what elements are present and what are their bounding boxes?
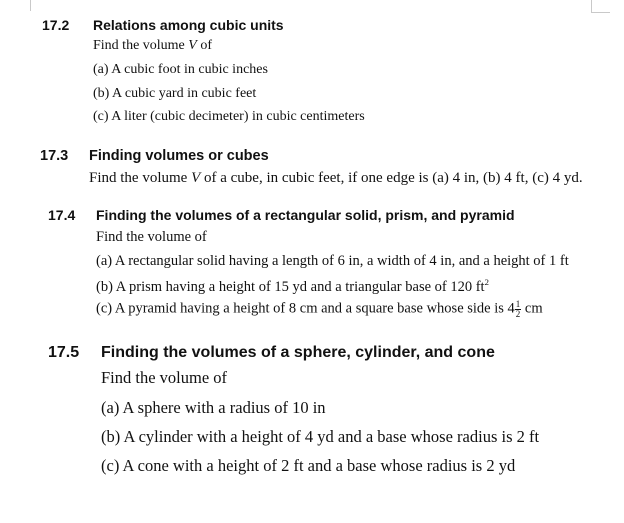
item-c: (c) A cone with a height of 2 ft and a base whose radius is 2 yd [101,456,516,475]
problem-text: Find the volume V of a cube, in cubic feet, if one edge is (a) 4 in, (b) 4 ft, (c) 4 yd. [89,170,583,186]
problem-intro: Find the volume of [96,229,207,245]
problem-title: Finding the volumes of a sphere, cylinder, and cone [101,344,495,361]
problem-number: 17.5 [48,344,80,361]
item-c: (c) A pyramid having a height of 8 cm and a square base whose side is 4 $\frac{1}{2}$ cm [96,299,543,319]
item-a: (a) A sphere with a radius of 10 in [101,398,326,417]
item-a: (a) A cubic foot in cubic inches [93,62,268,77]
item-b: (b) A prism having a height of 15 yd and a triangular base of 120 $ft^2$ [96,277,489,295]
problem-intro: Find the volume V of [93,38,213,53]
item-c: (c) A liter (cubic decimeter) in cubic centimeters [93,109,365,124]
item-a: (a) A rectangular solid having a length of 6 in, a width of 4 in, and a height of 1 ft [96,253,569,269]
problem-title: Finding the volumes of a rectangular solid, prism, and pyramid [96,207,515,223]
problem-title: Relations among cubic units [93,17,284,33]
item-b: (b) A cubic yard in cubic feet [93,86,257,101]
fraction-one-half: $\frac{1}{2}$ [515,299,521,319]
crop-mark-left [30,0,31,11]
problem-title: Finding volumes or cubes [89,148,269,164]
problem-number: 17.2 [42,17,70,33]
problem-number: 17.4 [48,207,76,223]
crop-mark-right [591,0,610,13]
item-b: (b) A cylinder with a height of 4 yd and a base whose radius is 2 ft [101,427,540,446]
problem-intro: Find the volume of [101,368,228,387]
problem-number: 17.3 [40,148,69,164]
